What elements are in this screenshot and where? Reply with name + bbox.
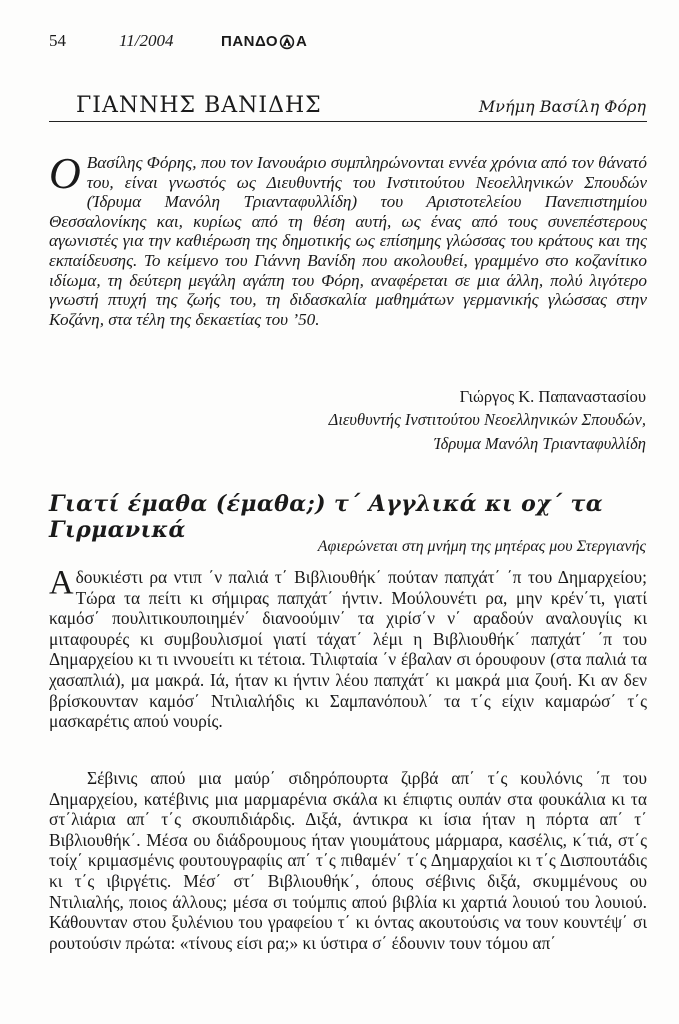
signature-institution: Ίδρυμα Μανόλη Τριανταφυλλίδη xyxy=(434,434,646,453)
section-title: Μνήμη Βασίλη Φόρη xyxy=(478,97,646,116)
magazine-brand xyxy=(221,33,307,50)
intro-text: Βασίλης Φόρης, που τον Ιανουάριο συμπληρώνονται εννέα χρόνια από τον θάνατό του, είναι γνωστός ως Διευθυντής του Ινστιτούτου Νεοελληνικών Σπουδών (Ίδρυμα Μανόλη Τριανταφυλλίδη) του Αριστοτελείου Πανεπιστημίου Θεσσαλονίκης και, κυρίως από τη θέση αυτή, ως ένας από τους συνεπέστερους αγωνιστές για την καθιέρωση της δημοτικής ως επίσημης γλώσσας του κράτους και της εκπαίδευσης. Το κείμενο του Γιάννη Βανίδη που ακολουθεί, γραμμένο στο κοζανίτικο ιδίωμα, τη δεύτερη μεγάλη αγάπη του Φόρη, αναφέρεται σε μια άλλη, πολύ λιγότερο γνωστή πτυχή της ζωής του, τη διδασκαλία μαθημάτων γερμανικής γλώσσας στην Κοζάνη, στα τέλη της δεκαετίας του ’50. xyxy=(49,153,647,329)
issue-date: 11/2004 xyxy=(119,31,174,50)
body-drop-cap: Α xyxy=(49,564,74,601)
dedication: Αφιερώνεται στη μνήμη της μητέρας μου Στεργιανής xyxy=(317,538,646,555)
intro-drop-cap: Ο xyxy=(49,149,81,198)
body-paragraph-1 xyxy=(49,564,647,732)
signature-name: Γιώργος Κ. Παπαναστασίου xyxy=(459,387,646,406)
brand-text-right: Α xyxy=(296,33,308,50)
signature-title: Διευθυντής Ινστιτούτου Νεοελληνικών Σπουδών, xyxy=(328,410,646,429)
intro-paragraph xyxy=(49,149,647,329)
body-paragraph-1-text: δουκιέστι ρα ντιπ ΄ν παλιά τ΄ Βιβλιουθήκ΄ πούταν παπχάτ΄ ΄π του Δημαρχείου; Τώρα τα πείτι κι σήμιρας παπχάτ΄ ήντιν. Μούλουνέτι ρα, μην κρέν΄τι, γιατί καμόσ΄ πουλιτικουποιημέν΄ διανοούμιν΄ τα χιρίσ΄ν ν΄ αραδούν αναλουγίις κι μιταφουρές κι συμβουλισμοί γιατί τάχατ΄ λέμι η Βιβλιουθήκ΄ παπχάτ΄ ΄π του Δημαρχείου κι τι ιννουείτι κι τέτοια. Τιλιφταία ΄ν έβαλαν σι όρουφουν (στα παλιά τα χασαπλιά), μα μακρά. Ιά, ήταν κι ήντιν λέου παπχάτ΄ κι μακρά μια ζουή. Κι αν δεν βρίσκουνταν καμόσ΄ Ντιλιαλήδις κι Σαμπανόπουλ΄ τα τ΄ς είχιν καμαρώσ΄ τ΄ς μασκαρέτις απού νουρίς. xyxy=(49,567,647,732)
article-title: Γιατί έμαθα (έμαθα;) τ΄ Αγγλικά κι οχ΄ τα Γιρμανικά xyxy=(49,491,604,543)
body-paragraph-2: Σέβινις απού μια μαύρ΄ σιδηρόπουρτα ζιρβά απ΄ τ΄ς κουλόνις ΄π του Δημαρχείου, κατέβινις μια μαρμαρένια σκάλα κι έπιφτις ουπάν στα φουκάλια κι τα στ΄λιάρια απ΄ τ΄ς σκουπιδιάρδις. Διξά, άντικρα κι ίσια ήταν η πόρτα απ΄ τ΄ Βιβλιουθήκ΄. Μέσα ου διάδρουμους ήταν γιουμάτους μάρμαρα, κασέλις, κ΄τιά, στ΄ς τοίχ΄ κριμασμένις φουτουγραφίις απ΄ τ΄ς πιθαμέν΄ τ΄ς Δημαρχαίοι κι τ΄ς Δισπουτάδις κι τ΄ς ιβιργέτις. Μέσ΄ στ΄ Βιβλιουθήκ΄, όπους σέβινις διξά, σκυμμένους ου Ντιλιαλής, ποιος άλλους; μέσα σι τούμπις απού βιβλία κι χαρτιά λουιού του λουιού. Κάθουνταν στου ξυλένιου του γραφείου τ΄ κι όντας ακουτούσις να τουν κουντέψ΄ σι ρουτούσιν πρώτα: «τίνους είσι ρα;» κι ύστιρα σ΄ έδουνιν τουν τόμου απ΄ xyxy=(49,768,647,953)
magazine-logo-icon xyxy=(279,34,295,50)
header-rule xyxy=(49,121,647,122)
running-header xyxy=(49,31,649,53)
page-number: 54 xyxy=(49,31,66,50)
author-name: ΓΙΑΝΝΗΣ ΒΑΝΙΔΗΣ xyxy=(76,93,322,118)
brand-text-left: ΠΑΝΔΟ xyxy=(221,33,279,50)
